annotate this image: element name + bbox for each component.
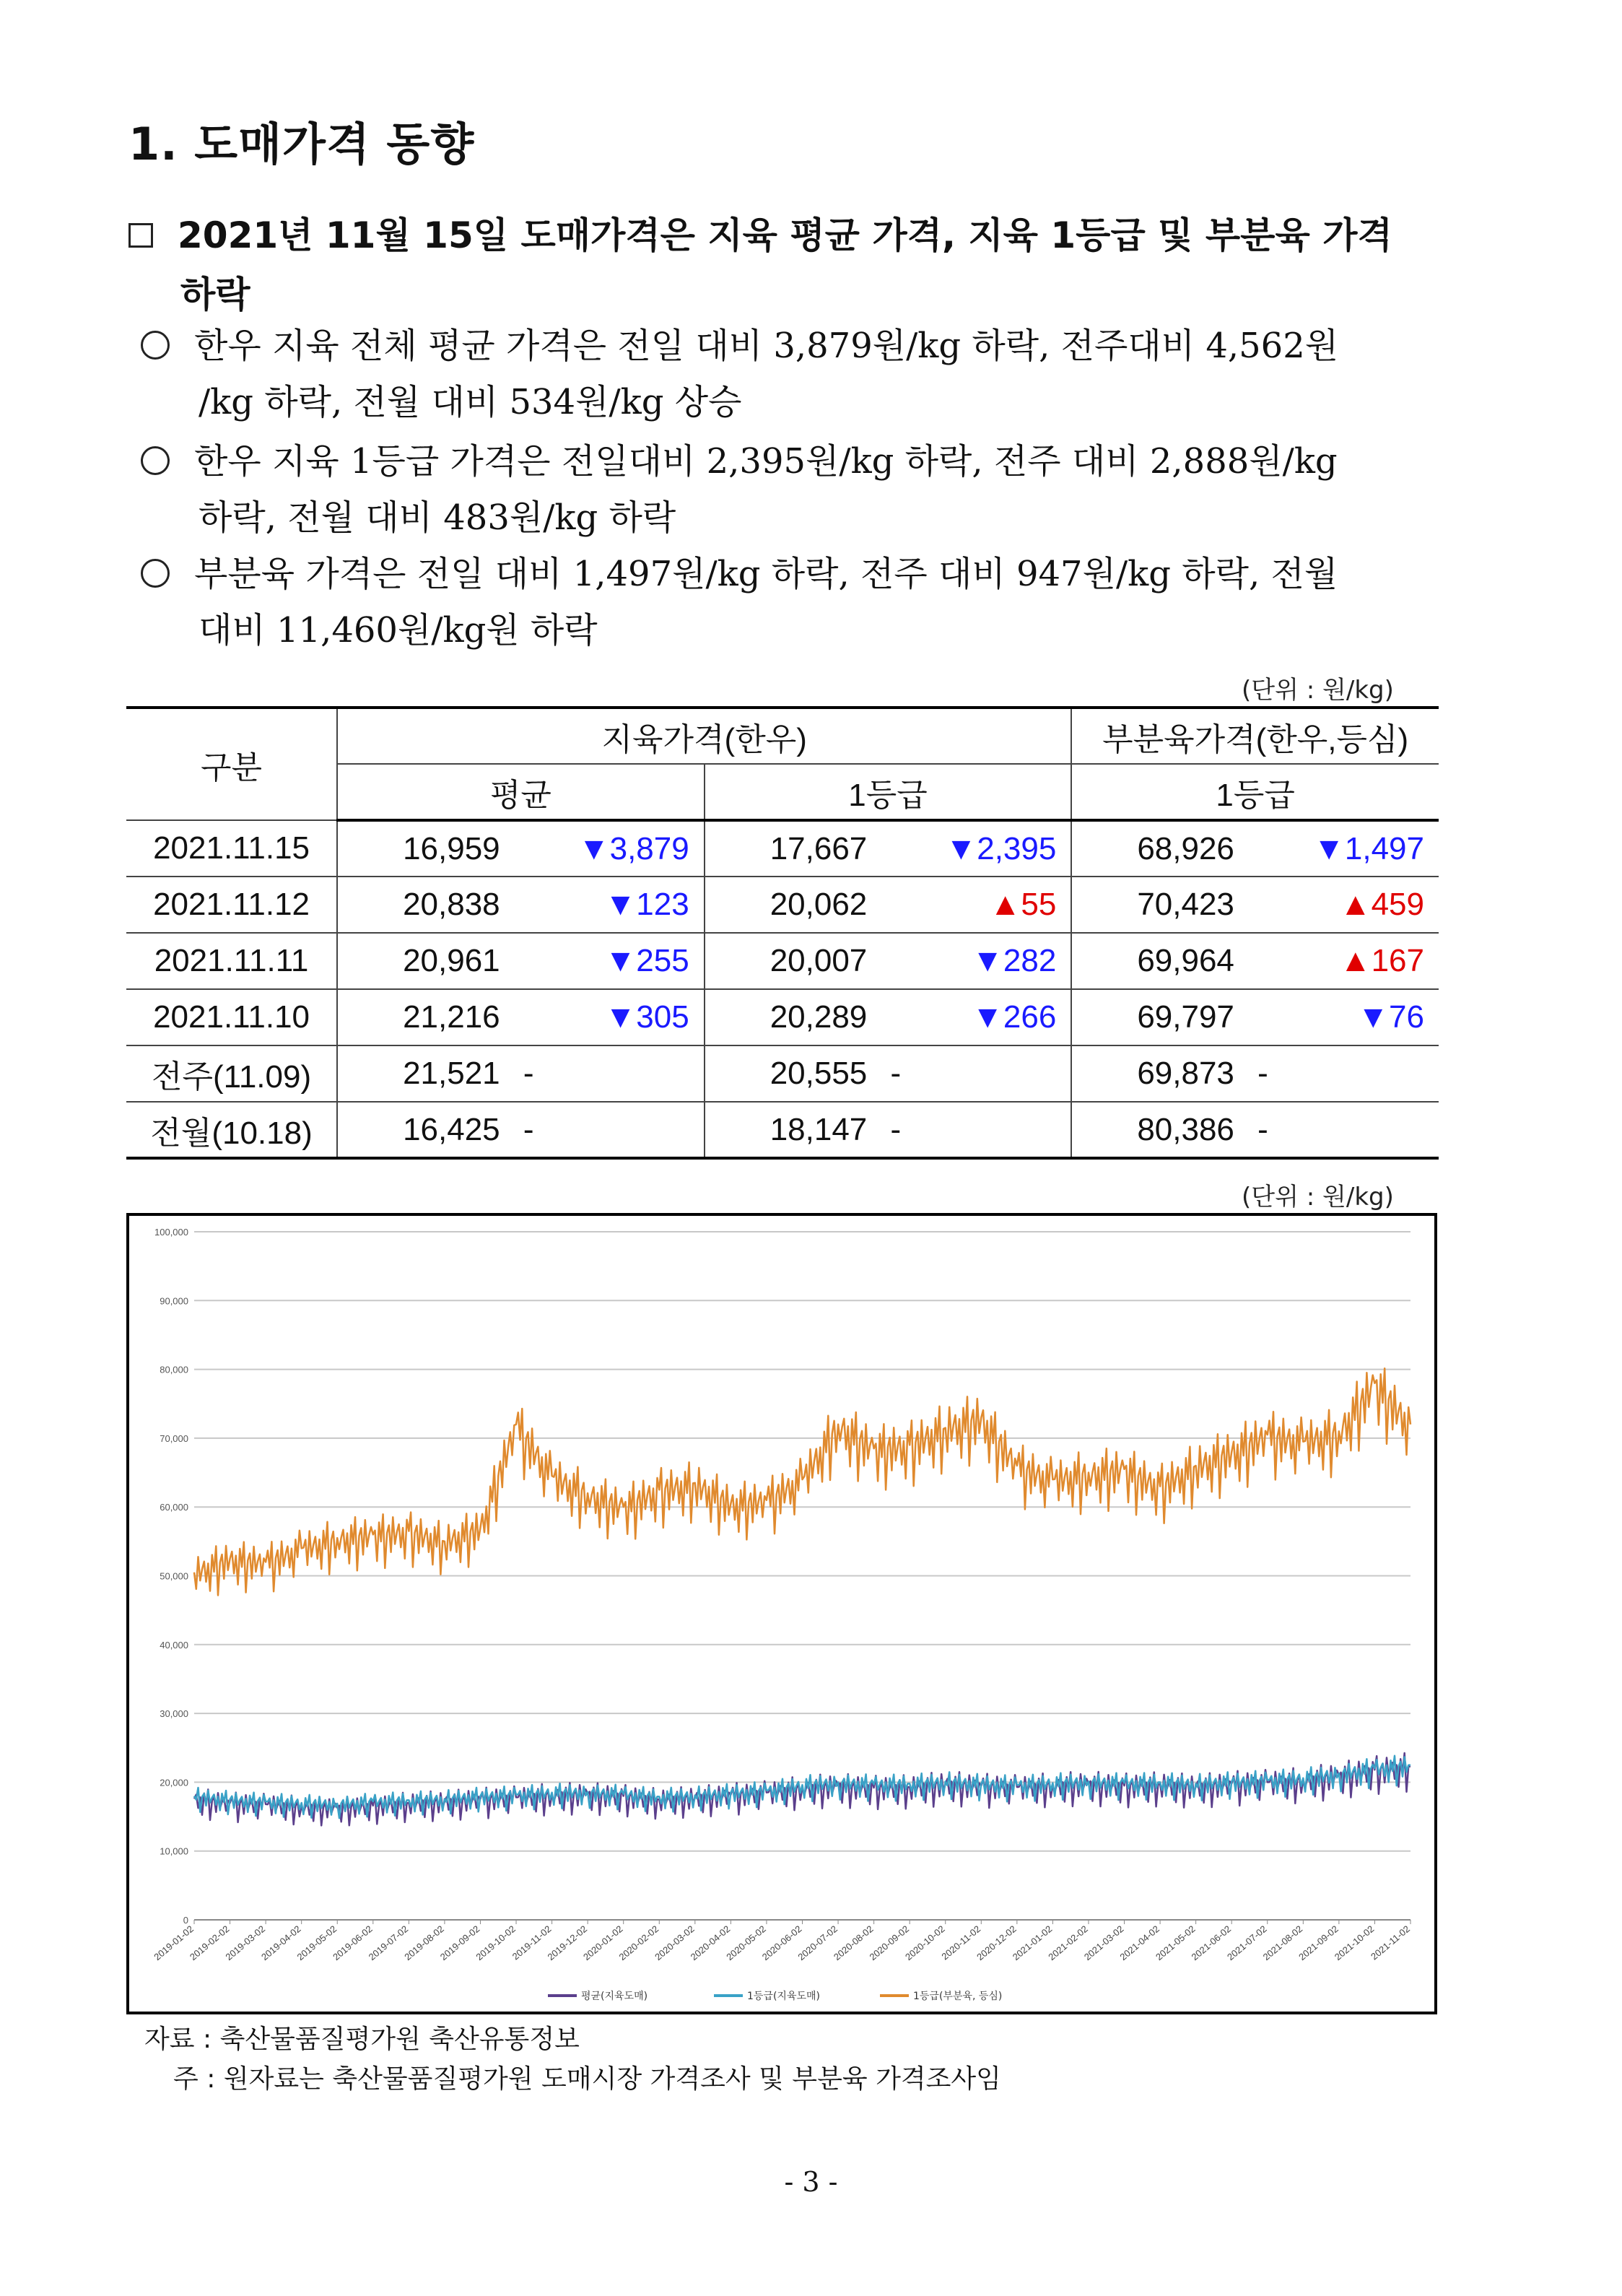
x-tick-label: 2020-07-02 (795, 1923, 840, 1963)
row-grade1: 20,289 (705, 989, 886, 1045)
bullet-3 (141, 546, 1451, 658)
y-tick-label: 90,000 (160, 1295, 188, 1307)
header-avg: 평균 (337, 764, 705, 820)
x-tick-label: 2019-05-02 (295, 1923, 339, 1963)
header-bubun: 부분육가격(한우,등심) (1071, 708, 1439, 764)
y-tick-label: 50,000 (160, 1570, 188, 1582)
bullet-2-line2: 하락, 전월 대비 483원/kg 하락 (199, 497, 676, 538)
x-tick-label: 2021-11-02 (1369, 1923, 1412, 1962)
row-avg: 16,425 (337, 1102, 519, 1158)
x-tick-label: 2021-08-02 (1260, 1923, 1305, 1963)
header-grade1-jiyuk: 1등급 (705, 764, 1072, 820)
row-date: 전월(10.18) (126, 1102, 337, 1158)
x-tick-label: 2019-07-02 (366, 1923, 411, 1963)
row-grade1: 18,147 (705, 1102, 886, 1158)
x-tick-label: 2021-10-02 (1332, 1923, 1377, 1963)
row-grade1-change: - (886, 1102, 1072, 1158)
bullet-1 (141, 318, 1451, 430)
row-subprimal: 69,797 (1071, 989, 1253, 1045)
x-tick-label: 2021-04-02 (1117, 1923, 1162, 1963)
circle-bullet-icon (141, 446, 170, 475)
x-tick-label: 2021-02-02 (1046, 1923, 1090, 1963)
x-tick-label: 2021-07-02 (1225, 1923, 1269, 1963)
row-subprimal-change: ▼76 (1253, 989, 1439, 1045)
y-tick-label: 20,000 (160, 1777, 188, 1788)
row-avg-change: ▼255 (519, 933, 705, 989)
x-tick-label: 2020-08-02 (831, 1923, 876, 1963)
row-avg: 21,216 (337, 989, 519, 1045)
legend-label: 1등급(부분육, 등심) (913, 1991, 1003, 2002)
y-tick-label: 80,000 (160, 1364, 188, 1375)
row-subprimal: 69,873 (1071, 1045, 1253, 1102)
row-avg-change: ▼305 (519, 989, 705, 1045)
bullet-2 (141, 433, 1451, 546)
circle-bullet-icon (141, 559, 170, 588)
row-grade1: 20,007 (705, 933, 886, 989)
x-tick-label: 2020-05-02 (724, 1923, 768, 1963)
row-grade1: 20,062 (705, 877, 886, 933)
table-row (126, 820, 1439, 877)
header-gubun: 구분 (126, 708, 337, 820)
y-tick-label: 30,000 (160, 1708, 188, 1720)
y-tick-label: 100,000 (154, 1227, 188, 1238)
row-date: 2021.11.12 (126, 877, 337, 933)
row-avg: 16,959 (337, 820, 519, 877)
x-tick-label: 2019-01-02 (152, 1923, 196, 1963)
row-date: 2021.11.11 (126, 933, 337, 989)
row-grade1-change: ▼266 (886, 989, 1072, 1045)
y-tick-label: 10,000 (160, 1845, 188, 1857)
chart-svg (129, 1216, 1434, 2012)
x-tick-label: 2021-05-02 (1153, 1923, 1198, 1963)
x-tick-label: 2019-03-02 (223, 1923, 268, 1963)
table-body (126, 820, 1439, 1158)
x-tick-label: 2020-01-02 (581, 1923, 625, 1963)
table-row (126, 1045, 1439, 1102)
x-tick-label: 2020-02-02 (616, 1923, 661, 1963)
row-subprimal-change: ▲167 (1253, 933, 1439, 989)
table-unit-label: (단위 : 원/kg) (1242, 676, 1394, 705)
table-row (126, 933, 1439, 989)
header-jiyuk: 지육가격(한우) (337, 708, 1071, 764)
header-grade1-bubun: 1등급 (1071, 764, 1439, 820)
row-subprimal-change: - (1253, 1045, 1439, 1102)
source-label: 자료 : 축산물품질평가원 축산유통정보 (144, 2025, 580, 2054)
row-avg-change: ▼3,879 (519, 820, 705, 877)
x-tick-label: 2020-03-02 (653, 1923, 697, 1963)
row-subprimal: 69,964 (1071, 933, 1253, 989)
price-trend-chart (126, 1213, 1437, 2014)
x-tick-label: 2019-12-02 (545, 1923, 590, 1963)
row-avg-change: - (519, 1102, 705, 1158)
bullet-3-line2: 대비 11,460원/kg원 하락 (199, 610, 598, 651)
x-tick-label: 2020-09-02 (867, 1923, 912, 1963)
row-date: 전주(11.09) (126, 1045, 337, 1102)
y-tick-label: 60,000 (160, 1502, 188, 1513)
y-tick-label: 40,000 (160, 1639, 188, 1651)
legend-label: 1등급(지육도매) (747, 1991, 820, 2002)
row-subprimal: 80,386 (1071, 1102, 1253, 1158)
x-tick-label: 2020-12-02 (974, 1923, 1019, 1963)
row-avg: 21,521 (337, 1045, 519, 1102)
table-row (126, 1102, 1439, 1158)
headline-line2: 하락 (180, 274, 250, 316)
row-subprimal: 68,926 (1071, 820, 1253, 877)
bullet-1-line2: /kg 하락, 전월 대비 534원/kg 상승 (199, 382, 742, 422)
headline (128, 206, 1449, 324)
x-tick-label: 2019-02-02 (187, 1923, 232, 1963)
x-tick-label: 2021-09-02 (1296, 1923, 1340, 1963)
row-grade1: 17,667 (705, 820, 886, 877)
row-grade1-change: ▼282 (886, 933, 1072, 989)
row-subprimal-change: ▼1,497 (1253, 820, 1439, 877)
x-tick-label: 2019-09-02 (437, 1923, 482, 1963)
row-grade1: 20,555 (705, 1045, 886, 1102)
section-title: 1. 도매가격 동향 (128, 118, 475, 170)
bullet-1-line1: 한우 지육 전체 평균 가격은 전일 대비 3,879원/kg 하락, 전주대비 4,562원 (194, 326, 1339, 366)
row-avg-change: - (519, 1045, 705, 1102)
bullet-2-line1: 한우 지육 1등급 가격은 전일대비 2,395원/kg 하락, 전주 대비 2,888원/kg (194, 441, 1338, 482)
row-subprimal-change: - (1253, 1102, 1439, 1158)
x-tick-label: 2020-04-02 (688, 1923, 733, 1963)
chart-unit-label: (단위 : 원/kg) (1242, 1183, 1394, 1212)
x-tick-label: 2020-11-02 (939, 1923, 983, 1962)
x-tick-label: 2021-06-02 (1189, 1923, 1234, 1963)
headline-line1: 2021년 11월 15일 도매가격은 지육 평균 가격, 지육 1등급 및 부분육 가격 (178, 214, 1392, 256)
bullet-3-line1: 부분육 가격은 전일 대비 1,497원/kg 하락, 전주 대비 947원/kg 하락, 전월 (194, 554, 1338, 594)
note-label: 주 : 원자료는 축산물품질평가원 도매시장 가격조사 및 부분육 가격조사임 (173, 2064, 1001, 2094)
x-tick-label: 2021-03-02 (1081, 1923, 1126, 1963)
x-tick-label: 2020-10-02 (903, 1923, 947, 1963)
row-subprimal-change: ▲459 (1253, 877, 1439, 933)
row-date: 2021.11.15 (126, 820, 337, 877)
wholesale-price-table (126, 706, 1439, 1160)
row-avg: 20,961 (337, 933, 519, 989)
row-avg: 20,838 (337, 877, 519, 933)
row-date: 2021.11.10 (126, 989, 337, 1045)
x-tick-label: 2019-10-02 (474, 1923, 518, 1963)
row-avg-change: ▼123 (519, 877, 705, 933)
x-tick-label: 2019-04-02 (259, 1923, 303, 1963)
x-tick-label: 2019-11-02 (510, 1923, 554, 1962)
table-row (126, 989, 1439, 1045)
x-tick-label: 2019-08-02 (402, 1923, 446, 1963)
x-tick-label: 2019-06-02 (331, 1923, 375, 1963)
row-grade1-change: ▲55 (886, 877, 1072, 933)
x-tick-label: 2020-06-02 (759, 1923, 804, 1963)
x-tick-label: 2021-01-02 (1010, 1923, 1055, 1963)
square-bullet-icon (128, 223, 153, 248)
legend-label: 평균(지육도매) (581, 1991, 648, 2002)
y-tick-label: 70,000 (160, 1432, 188, 1444)
page-number: - 3 - (784, 2166, 838, 2198)
table-row (126, 877, 1439, 933)
series-line-3 (194, 1368, 1410, 1595)
circle-bullet-icon (141, 331, 170, 360)
row-subprimal: 70,423 (1071, 877, 1253, 933)
row-grade1-change: - (886, 1045, 1072, 1102)
row-grade1-change: ▼2,395 (886, 820, 1072, 877)
y-tick-label: 0 (183, 1915, 188, 1926)
